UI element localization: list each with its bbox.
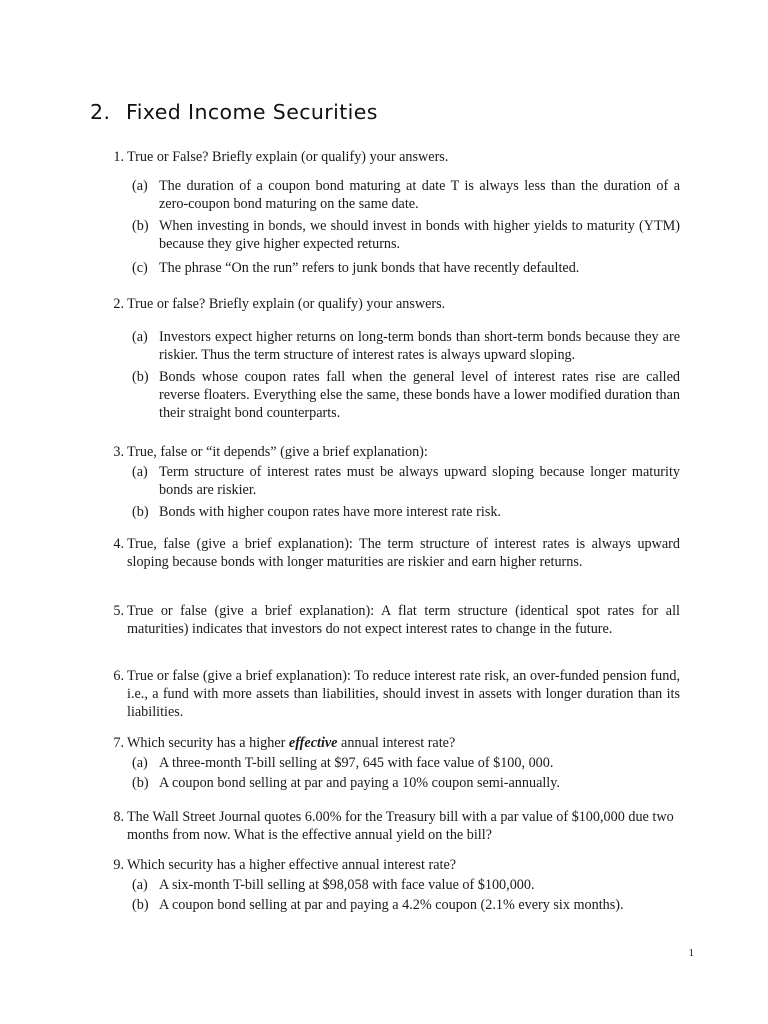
part-text: Term structure of interest rates must be always upward sloping because longer maturity bonds are riskier.	[159, 464, 680, 498]
part-text: Bonds with higher coupon rates have more interest rate risk.	[159, 504, 501, 520]
part-label: (a)	[132, 178, 148, 194]
question-part	[132, 503, 680, 521]
question-text-end: annual interest rate?	[337, 735, 456, 751]
section-number: 2.	[90, 100, 111, 124]
question-7	[104, 734, 680, 792]
question-number: 7.	[113, 735, 124, 751]
section-heading	[90, 100, 378, 124]
question-4	[104, 535, 680, 571]
question-number: 4.	[113, 536, 124, 552]
question-number: 5.	[113, 603, 124, 619]
question-part	[132, 177, 680, 213]
part-text: When investing in bonds, we should invest in bonds with higher yields to maturity (YTM) because they give higher expected returns.	[159, 218, 680, 252]
question-part	[132, 259, 680, 277]
question-2	[104, 295, 680, 422]
emphasis-word: effective	[288, 735, 338, 751]
part-label: (b)	[132, 897, 149, 913]
part-text: Bonds whose coupon rates fall when the general level of interest rates rise are called reverse floaters. Everything else the same, these bonds have a lower modified duration than their straight bond counterparts.	[159, 369, 680, 421]
part-text: A coupon bond selling at par and paying a 4.2% coupon (2.1% every six months).	[159, 897, 624, 913]
question-number: 6.	[113, 668, 124, 684]
question-part	[132, 328, 680, 364]
question-part	[132, 876, 680, 894]
part-label: (a)	[132, 877, 148, 893]
question-6	[104, 667, 680, 721]
part-label: (a)	[132, 329, 148, 345]
question-part	[132, 463, 680, 499]
part-text: Investors expect higher returns on long-term bonds than short-term bonds because they are riskier. Thus the term structure of interest rates is always upward sloping.	[159, 329, 680, 363]
question-9	[104, 856, 680, 914]
part-text: A three-month T-bill selling at $97, 645 with face value of $100, 000.	[159, 755, 554, 771]
question-text	[127, 734, 680, 752]
question-text: True, false (give a brief explanation): The term structure of interest rates is always upward sloping because bonds with longer maturities are riskier and earn higher returns.	[127, 536, 680, 570]
question-text-start: Which security has a higher	[127, 735, 289, 751]
question-3	[104, 443, 680, 521]
question-number: 9.	[113, 857, 124, 873]
part-label: (b)	[132, 369, 149, 385]
question-text: True or false (give a brief explanation): To reduce interest rate risk, an over-funded pension fund, i.e., a fund with more assets than liabilities, should invest in assets with longer duration than its liabilities.	[127, 668, 680, 720]
part-text: A coupon bond selling at par and paying a 10% coupon semi-annually.	[159, 775, 560, 791]
question-number: 2.	[113, 296, 124, 312]
question-text: True or false (give a brief explanation): A flat term structure (identical spot rates for all maturities) indicates that investors do not expect interest rates to change in the future.	[127, 603, 680, 637]
part-text: The duration of a coupon bond maturing at date T is always less than the duration of a zero-coupon bond maturing on the same date.	[159, 178, 680, 212]
question-text: True or False? Briefly explain (or qualify) your answers.	[127, 149, 449, 165]
question-number: 1.	[113, 149, 124, 165]
question-text: The Wall Street Journal quotes 6.00% for the Treasury bill with a par value of $100,000 due two months from now. What is the effective annual yield on the bill?	[127, 809, 674, 843]
question-number: 8.	[113, 809, 124, 825]
part-label: (b)	[132, 504, 149, 520]
question-8	[104, 808, 680, 844]
part-label: (a)	[132, 755, 148, 771]
question-part	[132, 896, 680, 914]
part-label: (b)	[132, 218, 149, 234]
part-label: (b)	[132, 775, 149, 791]
part-text: The phrase “On the run” refers to junk bonds that have recently defaulted.	[159, 260, 580, 276]
question-text: True, false or “it depends” (give a brief explanation):	[127, 444, 428, 460]
question-number: 3.	[113, 444, 124, 460]
part-text: A six-month T-bill selling at $98,058 with face value of $100,000.	[159, 877, 535, 893]
part-label: (a)	[132, 464, 148, 480]
question-part	[132, 217, 680, 253]
section-title: Fixed Income Securities	[126, 100, 378, 124]
question-part	[132, 754, 680, 772]
question-1	[104, 148, 680, 277]
question-5	[104, 602, 680, 638]
question-part	[132, 774, 680, 792]
question-text: Which security has a higher effective annual interest rate?	[127, 857, 457, 873]
page-number: 1	[688, 947, 694, 959]
question-part	[132, 368, 680, 422]
question-text: True or false? Briefly explain (or qualify) your answers.	[127, 296, 446, 312]
part-label: (c)	[132, 260, 148, 276]
